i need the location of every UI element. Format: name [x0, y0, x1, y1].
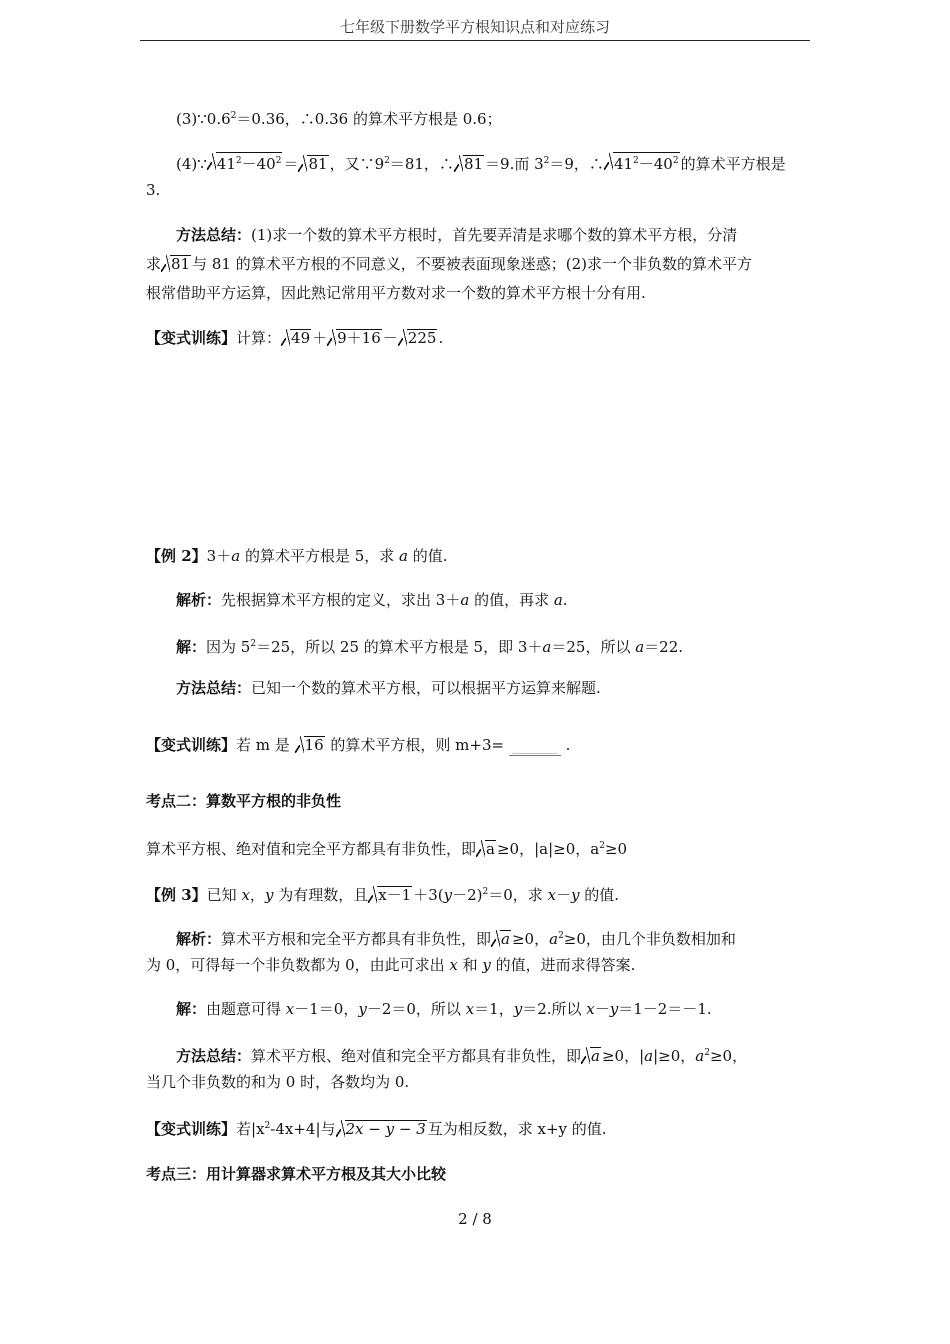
page-header: 七年级下册数学平方根知识点和对应练习 — [339, 18, 610, 36]
answer-blank[interactable]: ______ — [509, 735, 561, 756]
sqrt-expression: $41^2-40^2$ — [604, 152, 680, 174]
sqrt-expression: 81 — [161, 254, 191, 274]
sqrt-expression: 81 — [298, 154, 328, 174]
solution-part-4: (4)∵ $41^2-40^2 = 81$ ，又$\because 9^2=81$，∴ 81 ＝9.而 $3^2=9$，∴ $41^2-40^2$ 的算术平方根是 — [176, 151, 810, 174]
section-3-title: 考点三：用计算器求算术平方根及其大小比较 — [146, 1165, 447, 1183]
sqrt-expression: a — [476, 839, 496, 859]
sqrt-expression: 2x − y − 3 — [336, 1119, 427, 1139]
sqrt-expression: 9＋16 — [327, 328, 382, 348]
section-2-title: 考点二：算数平方根的非负性 — [146, 792, 342, 810]
solution-part-3: $(3)\because 0.6^2=0.36$，∴0.36 的算术平方根是 0.6； — [176, 110, 502, 128]
variant-training-3: 【变式训练】若$|x^2-4x+4|$与 2x − y − 3 互为相反数，求 x+y 的值. — [146, 1120, 607, 1138]
sqrt-expression: 225 — [398, 328, 438, 348]
method-summary-1: 方法总结：(1)求一个数的算术平方根时，首先要弄清是求哪个数的算术平方根，分清 — [176, 226, 738, 244]
sqrt-expression: 49 — [281, 328, 311, 348]
solution-part-4-continued: 3. — [146, 181, 161, 199]
sqrt-expression: x－1 — [368, 885, 412, 905]
example-3-solution: 解：由题意可得 x－1＝0，y－2＝0，所以 x＝1，y＝2.所以 x－y＝1－2＝－1. — [176, 1000, 712, 1018]
page-number: 2 / 8 — [458, 1210, 492, 1228]
variant-training-2: 【变式训练】若 m 是 16 的算术平方根，则 m+3= ______ . — [146, 736, 571, 754]
variant-training-1: 【变式训练】计算： 49 ＋ 9＋16 － 225 . — [146, 329, 444, 347]
example-3-analysis: 解析：算术平方根和完全平方都具有非负性，即 a ≥0，$a^2\ge 0$，由几个非负数相加和 — [176, 930, 736, 948]
method-summary-1-line-2: 求 81 与 81 的算术平方根的不同意义，不要被表面现象迷惑；(2)求一个非负数的算术平方 — [146, 255, 752, 273]
example-2-analysis: 解析：先根据算术平方根的定义，求出 3＋a 的值，再求 a. — [176, 591, 568, 609]
method-summary-1-line-3: 根常借助平方运算，因此熟记常用平方数对求一个数的算术平方根十分有用. — [146, 284, 646, 302]
example-3-question: 【例 3】已知 x，y 为有理数，且 $x-1 +3(y-2)^2=0$，求 x－y 的值. — [146, 886, 620, 904]
sqrt-expression: a — [581, 1046, 601, 1066]
example-3-method-summary-line-2: 当几个非负数的和为 0 时，各数均为 0. — [146, 1073, 410, 1091]
sqrt-expression: 16 — [295, 735, 325, 755]
non-negativity-property: 算术平方根、绝对值和完全平方都具有非负性，即 a ≥0，|a|≥0，$a^2\ge 0$ — [146, 840, 628, 858]
header-divider — [140, 40, 810, 41]
sqrt-expression: a — [491, 929, 511, 949]
example-2-method-summary: 方法总结：已知一个数的算术平方根，可以根据平方运算来解题. — [176, 679, 601, 697]
example-2-solution: 解：因为 $5^2=25$，所以 25 的算术平方根是 5，即 3＋a＝25，所以 a＝22. — [176, 638, 684, 656]
sqrt-expression: $41^2-40^2$ — [207, 152, 283, 174]
sqrt-expression: 81 — [454, 154, 484, 174]
example-2-question: 【例 2】3＋a 的算术平方根是 5，求 a 的值. — [146, 547, 448, 565]
example-3-analysis-line-2: 为 0，可得每一个非负数都为 0，由此可求出 x 和 y 的值，进而求得答案. — [146, 956, 636, 974]
example-3-method-summary: 方法总结：算术平方根、绝对值和完全平方都具有非负性，即 a ≥0，|a|≥0，$a^2\ge 0$， — [176, 1047, 748, 1065]
